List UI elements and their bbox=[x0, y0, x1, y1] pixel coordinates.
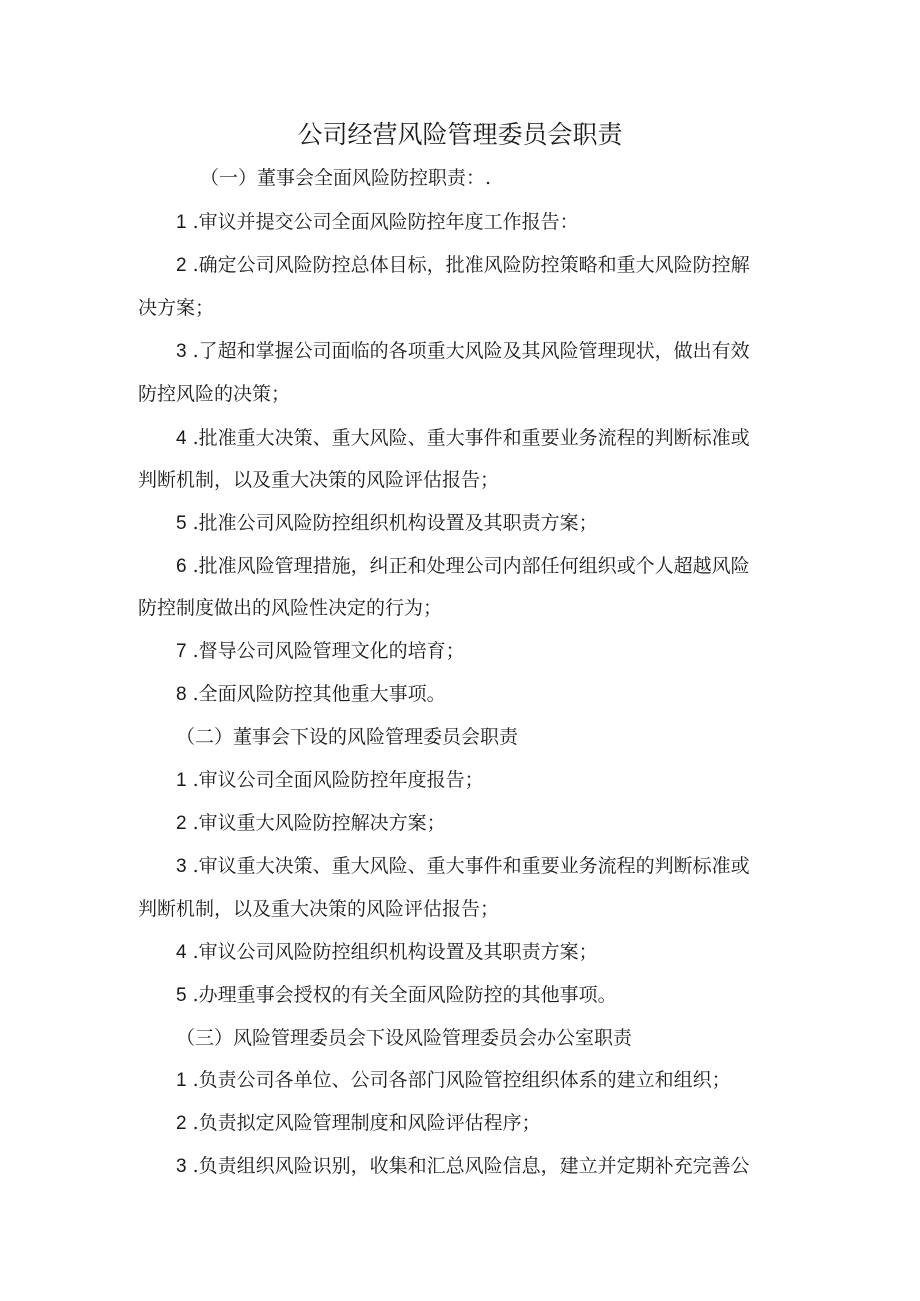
item-number: 2 bbox=[176, 1113, 187, 1134]
item-number: 7 bbox=[176, 641, 187, 662]
list-item bbox=[176, 1109, 541, 1138]
item-text: .全面风险防控其他重大事项。 bbox=[192, 683, 446, 705]
item-number: 4 bbox=[176, 428, 187, 449]
item-text: .负责公司各单位、公司各部门风险管控组织体系的建立和组织； bbox=[192, 1069, 731, 1091]
document-title: 公司经营风险管理委员会职责 bbox=[297, 120, 623, 149]
section-heading: （三）风险管理委员会下设风险管理委员会办公室职责 bbox=[176, 1027, 633, 1049]
item-continuation: 判断机制，以及重大决策的风险评估报告； bbox=[138, 469, 500, 491]
item-number: 2 bbox=[176, 813, 187, 834]
item-number: 6 bbox=[176, 556, 187, 577]
item-text: .审议重大决策、重大风险、重大事件和重要业务流程的判断标准或 bbox=[192, 855, 750, 877]
item-number: 5 bbox=[176, 513, 187, 534]
list-item bbox=[176, 981, 617, 1010]
list-item bbox=[176, 337, 750, 366]
item-text: .办理重事会授权的有关全面风险防控的其他事项。 bbox=[192, 984, 617, 1006]
item-continuation: 防控制度做出的风险性决定的行为； bbox=[138, 597, 443, 619]
item-text: .督导公司风险管理文化的培育； bbox=[192, 640, 465, 662]
item-number: 3 bbox=[176, 341, 187, 362]
item-text: .负责组织风险识别，收集和汇总风险信息，建立并定期补充完善公 bbox=[192, 1155, 750, 1177]
item-number: 3 bbox=[176, 856, 187, 877]
item-text: .审议重大风险防控解决方案； bbox=[192, 812, 446, 834]
item-number: 1 bbox=[176, 770, 187, 791]
list-item bbox=[176, 637, 465, 666]
item-continuation: 防控风险的决策； bbox=[138, 383, 291, 405]
item-continuation: 决方案； bbox=[138, 297, 215, 319]
list-item bbox=[176, 509, 598, 538]
list-item bbox=[176, 1066, 731, 1095]
item-text: .了超和掌握公司面临的各项重大风险及其风险管理现状，做出有效 bbox=[192, 340, 750, 362]
item-text: .批准公司风险防控组织机构设置及其职责方案； bbox=[192, 512, 598, 534]
item-number: 4 bbox=[176, 942, 187, 963]
item-continuation: 判断机制，以及重大决策的风险评估报告； bbox=[138, 898, 500, 920]
item-number: 2 bbox=[176, 255, 187, 276]
item-number: 1 bbox=[176, 1070, 187, 1091]
item-text: .确定公司风险防控总体目标，批准风险防控策略和重大风险防控解 bbox=[192, 254, 750, 276]
item-text: .审议公司风险防控组织机构设置及其职责方案； bbox=[192, 941, 598, 963]
list-item bbox=[176, 809, 446, 838]
item-number: 5 bbox=[176, 985, 187, 1006]
section-heading: （一）董事会全面风险防控职责：. bbox=[200, 167, 492, 189]
list-item bbox=[176, 852, 750, 881]
item-number: 3 bbox=[176, 1156, 187, 1177]
item-text: .批准重大决策、重大风险、重大事件和重要业务流程的判断标准或 bbox=[192, 427, 750, 449]
list-item bbox=[176, 1152, 750, 1181]
list-item bbox=[176, 552, 750, 581]
list-item bbox=[176, 766, 484, 795]
item-text: .审议并提交公司全面风险防控年度工作报告： bbox=[192, 211, 579, 233]
list-item bbox=[176, 938, 598, 967]
list-item bbox=[176, 251, 750, 280]
list-item bbox=[176, 424, 750, 453]
item-text: .负责拟定风险管理制度和风险评估程序； bbox=[192, 1112, 541, 1134]
list-item bbox=[176, 680, 446, 709]
item-number: 1 bbox=[176, 212, 187, 233]
item-text: .审议公司全面风险防控年度报告； bbox=[192, 769, 484, 791]
item-text: .批准风险管理措施，纠正和处理公司内部任何组织或个人超越风险 bbox=[192, 555, 750, 577]
list-item bbox=[176, 208, 579, 237]
item-number: 8 bbox=[176, 684, 187, 705]
section-heading: （二）董事会下设的风险管理委员会职责 bbox=[176, 726, 519, 748]
